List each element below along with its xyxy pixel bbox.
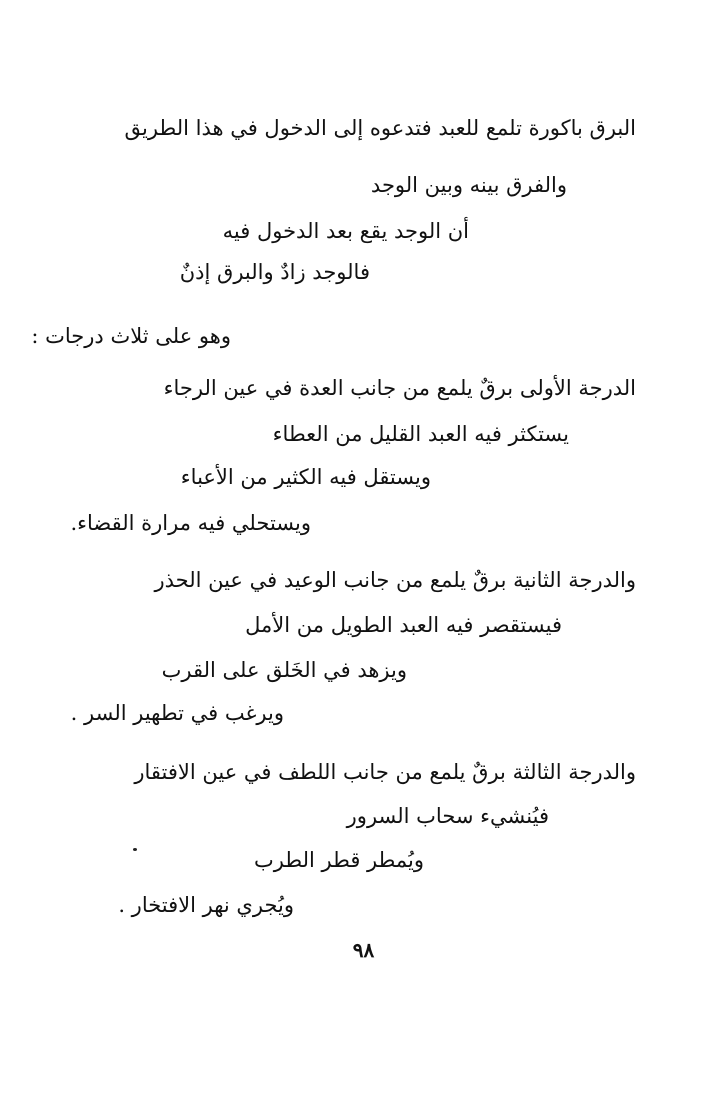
text-line: يستكثر فيه العبد القليل من العطاء (272, 422, 569, 446)
text-line: ويزهد في الخَلق على القرب (161, 658, 407, 682)
text-line: البرق باكورة تلمع للعبد فتدعوه إلى الدخول في هذا الطريق (124, 116, 636, 140)
text-line: أن الوجد يقع بعد الدخول فيه (222, 219, 469, 243)
text-line: فيستقصر فيه العبد الطويل من الأمل (245, 613, 562, 637)
text-line: والدرجة الثالثة برقٌ يلمع من جانب اللطف في عين الافتقار (134, 760, 636, 784)
text-line: ويُجري نهر الافتخار . (118, 893, 294, 917)
text-line: والدرجة الثانية برقٌ يلمع من جانب الوعيد في عين الحذر (154, 568, 636, 592)
text-line: والفرق بينه وبين الوجد (370, 173, 567, 197)
text-line: ويستحلي فيه مرارة القضاء. (70, 511, 311, 535)
text-line: فالوجد زادٌ والبرق إذنٌ (179, 260, 370, 284)
text-line: ويرغب في تطهير السر . (70, 701, 284, 725)
text-line: ويستقل فيه الكثير من الأعباء (180, 465, 431, 489)
page-number: ٩٨ (352, 938, 375, 962)
text-line: فيُنشيء سحاب السرور (346, 804, 549, 828)
text-line: وهو على ثلاث درجات : (31, 324, 231, 348)
text-line: الدرجة الأولى برقٌ يلمع من جانب العدة في عين الرجاء (163, 376, 636, 400)
scan-speck (133, 848, 137, 851)
text-line: ويُمطر قطر الطرب (254, 848, 424, 872)
